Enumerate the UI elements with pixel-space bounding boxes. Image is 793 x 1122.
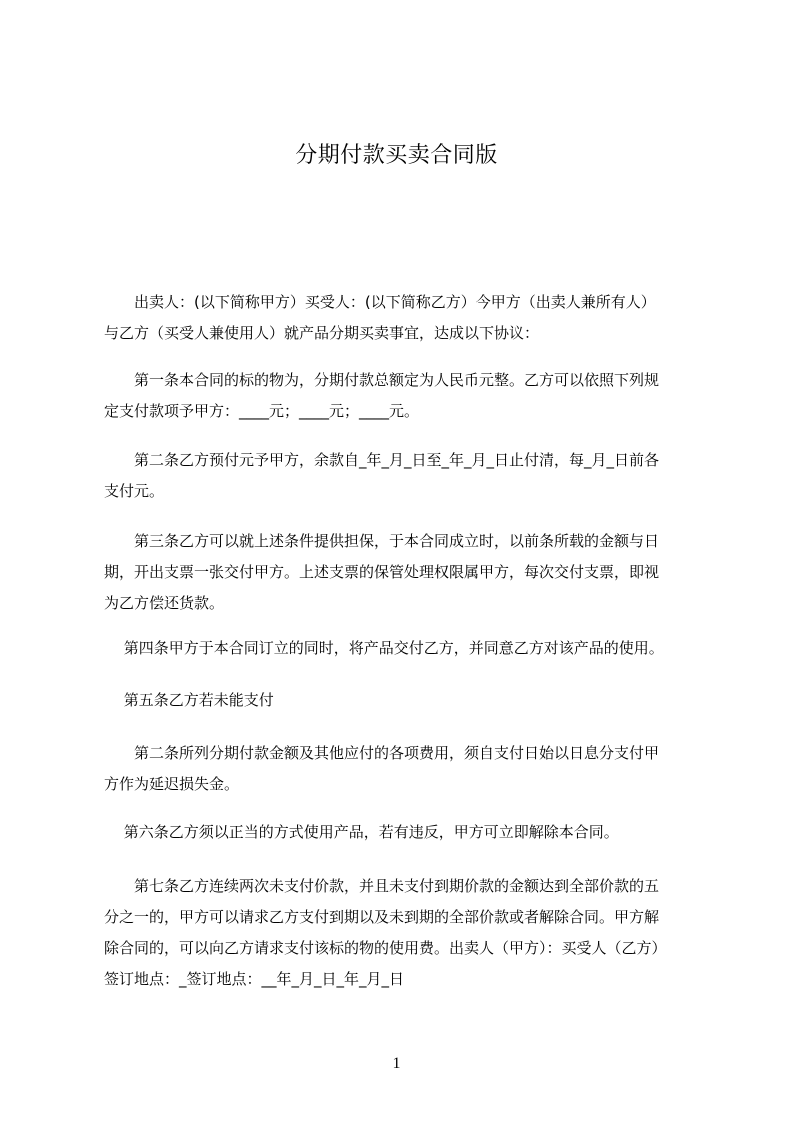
text-line: 除合同的，可以向乙方请求支付该标的物的使用费。出卖人（甲方）：买受人（乙方） [104,939,667,957]
text-line: 第二条乙方预付元予甲方，余款自_年_月_日至_年_月_日止付清，每_月_日前各 [104,451,660,469]
paragraph-article-3 [104,526,704,619]
text-line: 第三条乙方可以就上述条件提供担保，于本合同成立时，以前条所载的金额与日 [104,532,660,550]
text-line: 出卖人：(以下简称甲方）买受人：(以下简称乙方）今甲方（出卖人兼所有人） [104,293,656,311]
paragraph-article-5-continued [104,738,704,800]
text-line: 支付元。 [104,482,165,500]
text-line: 定支付款项予甲方：____元；____元；____元。 [104,402,420,420]
document-title: 分期付款买卖合同版 [295,143,498,168]
text-line: 签订地点：_签订地点：__年_月_日_年_月_日 [104,970,405,988]
page-number: 1 [392,1055,401,1072]
text-line: 期，开出支票一张交付甲方。上述支票的保管处理权限属甲方，每次交付支票，即视 [104,563,660,581]
paragraph-article-1 [104,365,704,427]
text-line: 第二条所列分期付款金额及其他应付的各项费用，须自支付日始以日息分支付甲 [104,744,660,762]
text-line: 与乙方（买受人兼使用人）就产品分期买卖事宜，达成以下协议： [104,324,540,342]
text-line: 第四条甲方于本合同订立的同时，将产品交付乙方，并同意乙方对该产品的使用。 [104,639,664,657]
paragraph-article-6 [104,817,704,848]
paragraph-parties [104,287,704,349]
text-line: 第五条乙方若未能支付 [104,691,274,709]
text-line: 第七条乙方连续两次未支付价款，并且未支付到期价款的金额达到全部价款的五 [104,877,660,895]
text-line: 第六条乙方须以正当的方式使用产品，若有违反，甲方可立即解除本合同。 [104,823,619,841]
text-line: 第一条本合同的标的物为，分期付款总额定为人民币元整。乙方可以依照下列规 [104,371,660,389]
paragraph-article-5 [104,685,704,716]
text-line: 分之一的，甲方可以请求乙方支付到期以及未到期的全部价款或者解除合同。甲方解 [104,908,660,926]
text-line: 为乙方偿还货款。 [104,594,225,612]
paragraph-article-7 [104,871,704,995]
text-line: 方作为延迟损失金。 [104,775,240,793]
paragraph-article-2 [104,445,704,507]
paragraph-article-4 [104,633,704,664]
